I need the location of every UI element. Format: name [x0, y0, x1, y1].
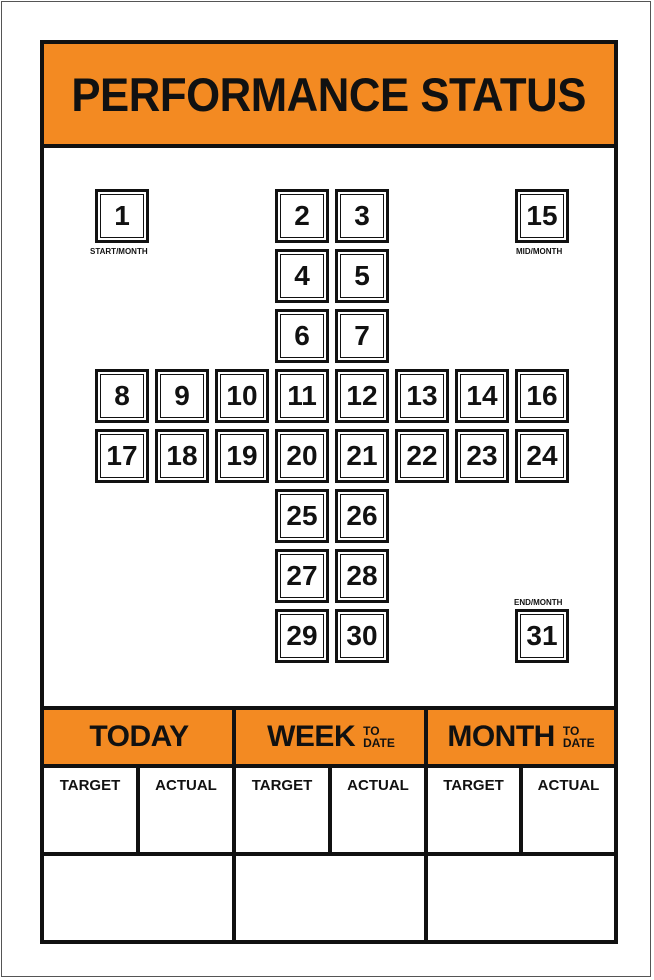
page-title: PERFORMANCE STATUS	[71, 67, 587, 121]
day-box-9[interactable]	[155, 369, 209, 423]
day-box-16[interactable]	[515, 369, 569, 423]
week-actual-cell[interactable]	[332, 768, 424, 852]
month-actual-label: ACTUAL	[537, 777, 600, 794]
suffix-bottom: DATE	[363, 736, 395, 750]
day-box-8[interactable]	[95, 369, 149, 423]
day-box-12[interactable]	[335, 369, 389, 423]
section-month	[428, 706, 614, 768]
day-number: 15	[526, 200, 558, 231]
day-box-13[interactable]	[395, 369, 449, 423]
section-week	[236, 706, 426, 768]
day-box-22[interactable]	[395, 429, 449, 483]
week-notes-cell[interactable]	[236, 856, 424, 940]
caption-start-month: START/MONTH	[90, 247, 148, 256]
day-box-28[interactable]	[335, 549, 389, 603]
month-target-cell[interactable]	[428, 768, 519, 852]
day-number: 5	[354, 260, 370, 291]
day-number: 23	[466, 440, 498, 471]
day-number: 20	[286, 440, 318, 471]
sign-outer-border	[1, 1, 651, 977]
section-today	[44, 706, 234, 768]
month-notes-cell[interactable]	[428, 856, 614, 940]
header-banner	[44, 44, 614, 148]
day-box-1[interactable]	[95, 189, 149, 243]
day-number: 27	[286, 560, 318, 591]
week-target-cell[interactable]	[236, 768, 328, 852]
day-box-2[interactable]	[275, 189, 329, 243]
day-box-27[interactable]	[275, 549, 329, 603]
day-number: 26	[346, 500, 378, 531]
today-target-cell[interactable]	[44, 768, 136, 852]
day-number: 24	[526, 440, 558, 471]
day-number: 17	[106, 440, 138, 471]
day-box-19[interactable]	[215, 429, 269, 483]
section-week-suffix	[363, 725, 395, 749]
today-actual-cell[interactable]	[140, 768, 232, 852]
day-number: 25	[286, 500, 318, 531]
day-number: 31	[526, 620, 558, 651]
caption-end-month: END/MONTH	[514, 598, 563, 607]
section-week-label: WEEK	[267, 720, 356, 753]
day-box-10[interactable]	[215, 369, 269, 423]
day-number: 9	[174, 380, 190, 411]
day-box-21[interactable]	[335, 429, 389, 483]
month-target-label: TARGET	[443, 777, 504, 794]
day-box-15[interactable]	[515, 189, 569, 243]
day-box-20[interactable]	[275, 429, 329, 483]
today-target-label: TARGET	[59, 777, 121, 794]
section-month-label: MONTH	[447, 720, 555, 753]
day-box-6[interactable]	[275, 309, 329, 363]
day-number: 19	[226, 440, 258, 471]
day-number: 1	[114, 200, 130, 231]
day-box-14[interactable]	[455, 369, 509, 423]
day-box-7[interactable]	[335, 309, 389, 363]
day-box-5[interactable]	[335, 249, 389, 303]
day-number: 18	[166, 440, 198, 471]
day-number: 2	[294, 200, 310, 231]
day-number: 13	[406, 380, 438, 411]
week-target-label: TARGET	[251, 777, 313, 794]
day-number: 11	[287, 380, 317, 411]
day-box-29[interactable]	[275, 609, 329, 663]
day-number: 16	[526, 380, 558, 411]
day-box-26[interactable]	[335, 489, 389, 543]
suffix-top: TO	[363, 724, 380, 738]
suffix-top: TO	[562, 724, 580, 738]
day-box-30[interactable]	[335, 609, 389, 663]
section-month-suffix	[563, 725, 595, 749]
day-number: 29	[286, 620, 318, 651]
day-box-24[interactable]	[515, 429, 569, 483]
today-notes-cell[interactable]	[44, 856, 232, 940]
caption-mid-month: MID/MONTH	[516, 247, 563, 256]
day-box-17[interactable]	[95, 429, 149, 483]
month-actual-cell[interactable]	[523, 768, 614, 852]
day-box-23[interactable]	[455, 429, 509, 483]
status-board	[40, 40, 618, 944]
day-box-18[interactable]	[155, 429, 209, 483]
day-number: 3	[354, 200, 370, 231]
day-number: 7	[354, 320, 370, 351]
day-number: 14	[466, 380, 498, 411]
day-box-4[interactable]	[275, 249, 329, 303]
day-number: 6	[294, 320, 310, 351]
week-actual-label: ACTUAL	[347, 777, 409, 794]
day-number: 28	[346, 560, 378, 591]
day-number: 30	[346, 620, 378, 651]
day-number: 4	[294, 260, 310, 291]
day-number: 10	[226, 380, 258, 411]
day-box-3[interactable]	[335, 189, 389, 243]
section-today-label: TODAY	[89, 720, 189, 753]
suffix-bottom: DATE	[562, 736, 595, 750]
day-number: 12	[346, 380, 378, 411]
day-box-25[interactable]	[275, 489, 329, 543]
day-number: 22	[406, 440, 438, 471]
day-box-11[interactable]	[275, 369, 329, 423]
day-number: 21	[346, 440, 378, 471]
day-number: 8	[114, 380, 130, 411]
day-box-31[interactable]	[515, 609, 569, 663]
today-actual-label: ACTUAL	[155, 777, 217, 794]
